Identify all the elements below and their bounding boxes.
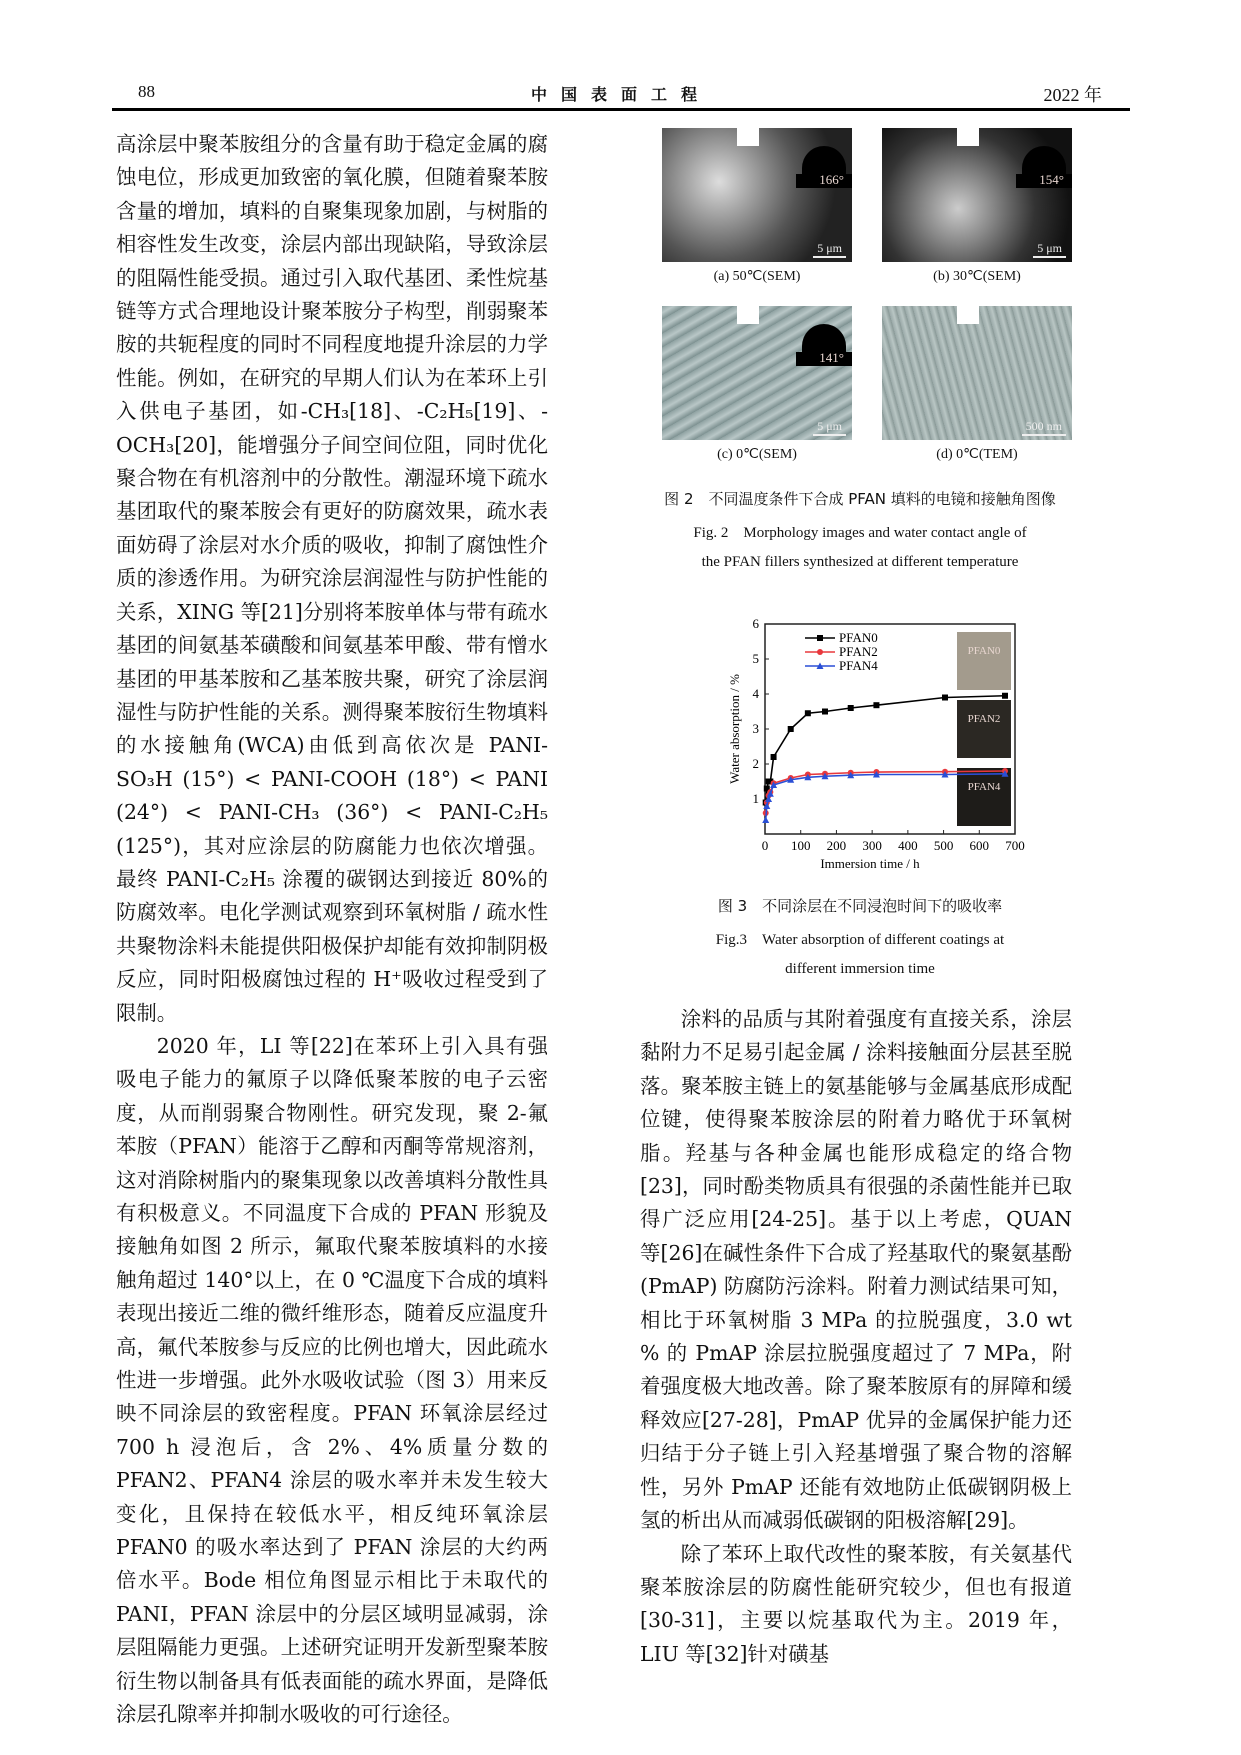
data-point	[771, 754, 777, 760]
contact-angle: 141°	[819, 350, 844, 365]
x-tick-label: 400	[898, 838, 918, 853]
sample-photo	[957, 700, 1011, 758]
y-axis-label: Water absorption / %	[727, 674, 742, 784]
panel-label: (c) 0℃(SEM)	[717, 447, 797, 462]
x-tick-label: 600	[969, 838, 990, 853]
scale-bar: 5 μm	[1033, 241, 1066, 258]
y-tick-label: 1	[752, 791, 759, 806]
figure-3-caption-zh: 图 3 不同涂层在不同浸泡时间下的吸收率	[717, 897, 1003, 915]
contact-angle: 154°	[1039, 172, 1064, 187]
page-header	[112, 80, 1130, 114]
header-rule	[112, 108, 1130, 111]
scale-bar: 500 nm	[1022, 419, 1066, 436]
data-point	[805, 710, 811, 716]
data-point	[942, 695, 948, 701]
scale-bar: 5 μm	[813, 241, 846, 258]
paragraph: 2020 年，LI 等[22]在苯环上引入具有强吸电子能力的氟原子以降低聚苯胺的电子云密度，从而削弱聚合物刚性。研究发现，聚 2-氟苯胺（PFAN）能溶于乙醇和丙酮等常规溶剂，这对消除树脂内的聚集现象以改善填料分散性具有积极意义。不同温度下合成的 PFAN 形貌及接触角如图 2 所示，氟取代聚苯胺填料的水接触角超过 140°以上，在 0 ℃温度下合成的填料表现出接近二维的微纤维形态，随着反应温度升高，氟代苯胺参与反应的比例也增大，因此疏水性进一步增强。此外水吸收试验（图 3）用来反映不同涂层的致密程度。PFAN 环氧涂层经过 700 h 浸泡后，含 2%、4%质量分数的 PFAN2、PFAN4 涂层的吸水率并未发生较大变化，且保持在较低水平，相反纯环氧涂层 PFAN0 的吸水率达到了 PFAN 涂层的大约两倍水平。Bode 相位角图显示相比于未取代的 PANI，PFAN 涂层中的分层区域明显减弱，涂层阻隔能力更强。上述研究证明开发新型聚苯胺衍生物以制备具有低表面能的疏水界面，是降低涂层孔隙率并抑制水吸收的可行途径。	[116, 1033, 548, 1727]
data-point	[873, 702, 879, 708]
journal-name: 中国表面工程	[530, 85, 711, 104]
y-tick-label: 4	[752, 686, 759, 701]
sample-photo-label: PFAN4	[967, 781, 1001, 793]
sem-image-30c	[882, 128, 1072, 262]
tem-image-0c	[882, 306, 1072, 440]
legend-marker	[817, 635, 823, 641]
left-column	[116, 128, 548, 1732]
x-tick-label: 200	[826, 838, 847, 853]
data-point	[788, 726, 794, 732]
paragraph: 除了苯环上取代改性的聚苯胺，有关氨基代聚苯胺涂层的防腐性能研究较少，但也有报道[30-31]，主要以烷基取代为主。2019 年，LIU 等[32]针对磺基	[640, 1541, 1072, 1666]
x-tick-label: 500	[933, 838, 954, 853]
x-tick-label: 100	[790, 838, 811, 853]
figure-3-caption-en: different immersion time	[785, 961, 935, 977]
y-tick-label: 2	[752, 756, 759, 771]
x-tick-label: 0	[761, 838, 769, 853]
legend-label: PFAN0	[839, 630, 878, 645]
data-point	[848, 705, 854, 711]
sem-image-50c	[662, 128, 852, 262]
panel-label: (a) 50℃(SEM)	[713, 269, 801, 284]
x-tick-label: 300	[862, 838, 882, 853]
figure-2-caption-en: Fig. 2 Morphology images and water contact angle of	[693, 525, 1027, 541]
legend-label: PFAN2	[839, 644, 878, 659]
sample-photo-label: PFAN0	[967, 645, 1001, 657]
legend-label: PFAN4	[839, 658, 878, 673]
data-point	[762, 817, 769, 824]
page-number: 88	[138, 82, 155, 101]
panel-label: (b) 30℃(SEM)	[933, 269, 1021, 284]
sample-photo	[957, 632, 1011, 690]
water-absorption-chart	[715, 600, 1035, 880]
paragraph: 涂料的品质与其附着强度有直接关系，涂层黏附力不足易引起金属 / 涂料接触面分层甚至脱落。聚苯胺主链上的氨基能够与金属基底形成配位键，使得聚苯胺涂层的附着力略优于环氧树脂。羟基与各种金属也能形成稳定的络合物[23]，同时酚类物质具有很强的杀菌性能并已取得广泛应用[24-25]。基于以上考虑，QUAN 等[26]在碱性条件下合成了羟基取代的聚氨基酚 (PmAP) 防腐防污涂料。附着力测试结果可知，相比于环氧树脂 3 MPa 的拉脱强度，3.0 wt % 的 PmAP 涂层拉脱强度超过了 7 MPa，附着强度极大地改善。除了聚苯胺原有的屏障和缓释效应[27-28]，PmAP 优异的金属保护能力还归结于分子链上引入羟基增强了聚合物的溶解性，另外 PmAP 还能有效地防止低碳钢阴极上氢的析出从而减弱低碳钢的阳极溶解[29]。	[640, 1007, 1072, 1533]
paragraph: 高涂层中聚苯胺组分的含量有助于稳定金属的腐蚀电位，形成更加致密的氧化膜，但随着聚苯胺含量的增加，填料的自聚集现象加剧，与树脂的相容性发生改变，涂层内部出现缺陷，导致涂层的阻隔性能受损。通过引入取代基团、柔性烷基链等方式合理地设计聚苯胺分子构型，削弱聚苯胺的共轭程度的同时不同程度地提升涂层的力学性能。例如，在研究的早期人们认为在苯环上引入供电子基团，如-CH₃[18]、-C₂H₅[19]、-OCH₃[20]，能增强分子间空间位阻，同时优化聚合物在有机溶剂中的分散性。潮湿环境下疏水基团取代的聚苯胺会有更好的防腐效果，疏水表面妨碍了涂层对水介质的吸收，抑制了腐蚀性介质的渗透作用。为研究涂层润湿性与防护性能的关系，XING 等[21]分别将苯胺单体与带有疏水基团的间氨基苯磺酸和间氨基苯甲酸、带有憎水基团的甲基苯胺和乙基苯胺共聚，研究了涂层润湿性与防护性能的关系。测得聚苯胺衍生物填料的水接触角(WCA)由低到高依次是 PANI-SO₃H (15°) < PANI-COOH (18°) < PANI (24°) < PANI-CH₃ (36°) < PANI-C₂H₅ (125°)，其对应涂层的防腐能力也依次增强。最终 PANI-C₂H₅ 涂覆的碳钢达到接近 80%的防腐效率。电化学测试观察到环氧树脂 / 疏水性共聚物涂料未能提供阳极保护却能有效抑制阴极反应，同时阳极腐蚀过程的 H⁺吸收过程受到了限制。	[116, 132, 548, 1025]
data-point	[822, 709, 828, 715]
right-column	[640, 1003, 1072, 1671]
figure-3-caption-en: Fig.3 Water absorption of different coatings at	[715, 932, 1005, 948]
panel-label: (d) 0℃(TEM)	[936, 447, 1018, 462]
y-tick-label: 3	[752, 721, 759, 736]
figure-2-caption-zh: 图 2 不同温度条件下合成 PFAN 填料的电镜和接触角图像	[664, 490, 1056, 508]
data-point	[1002, 693, 1008, 699]
legend-marker	[817, 649, 823, 655]
y-tick-label: 6	[752, 616, 759, 631]
sample-photo-label: PFAN2	[967, 713, 1001, 725]
contact-angle: 166°	[819, 172, 844, 187]
x-tick-label: 700	[1005, 838, 1025, 853]
y-tick-label: 5	[752, 651, 759, 666]
scale-bar: 5 μm	[813, 419, 846, 436]
sem-image-0c	[662, 306, 852, 440]
publication-year: 2022 年	[1043, 85, 1102, 105]
x-axis-label: Immersion time / h	[820, 856, 920, 871]
figure-2-caption-en: the PFAN fillers synthesized at different temperature	[701, 554, 1019, 570]
